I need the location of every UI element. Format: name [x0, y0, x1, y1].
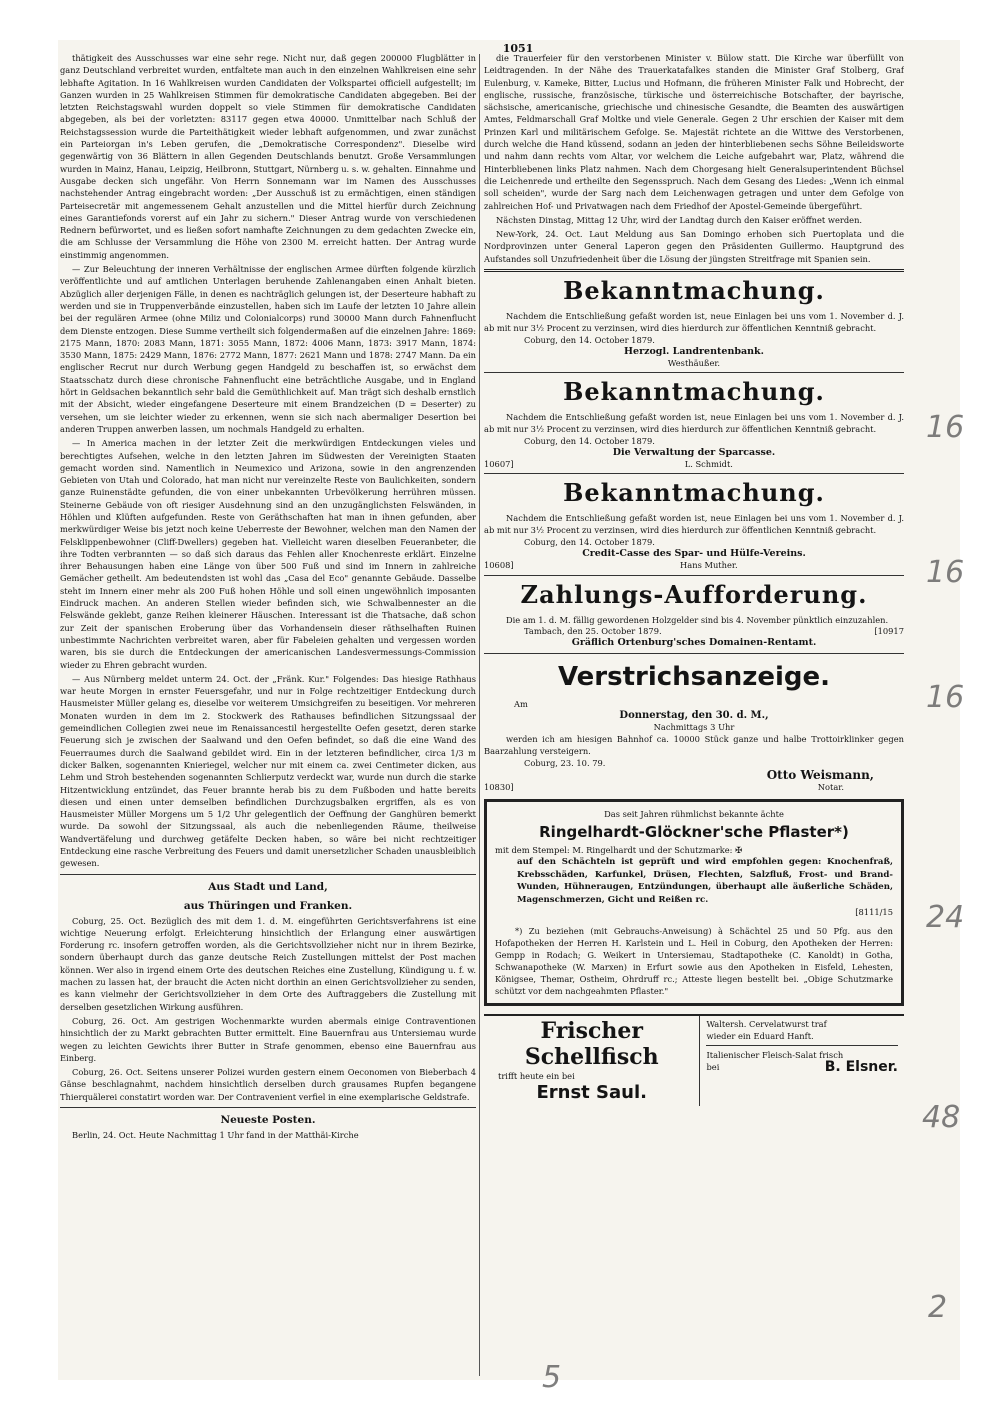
- ad-body: Die am 1. d. M. fällig gewordenen Holzgelder sind bis 4. November pünktlich einzuzahlen.: [506, 615, 889, 626]
- ad-footer: [484, 560, 904, 571]
- ad-footer: [484, 459, 904, 470]
- ad-note: *) Zu beziehen (mit Gebrauchs-Anweisung) à Schächtel 25 und 50 Pfg. aus den Hofapotheken der Herren H. Karlstein und L. Heil in Coburg, den Apotheken der Herren: Gempp in Rodach; G. Weikert in Untersiemau, Stadtapotheke (C. Kanoldt) in Gotha, Schwanapotheke (W. Marxen) in Erfurt sowie aus den Apotheken in Eisfeld, Lehesten, Königsee, Themar, Ostheim, Ohrdruff rc.; Atteste liegen bestellt bei. „Obige Schutzmarke schützt vor dem nachgeahmten Pflaster.": [495, 925, 893, 996]
- local-news-paragraph: Coburg, 26. Oct. Am gestrigen Wochenmarkte wurden abermals einige Contraventionen hinsichtlich der zu Markt gebrachten Butter ermittelt. Eine Bauernfrau aus Untersiemau wurde wegen zu leichten Gewichts ihrer Butter in Strafe genommen, ebenso eine Bauernfrau aus Einberg.: [60, 1015, 476, 1063]
- ad-signature: Die Verwaltung der Sparcasse.: [612, 447, 776, 459]
- ad-signature: Otto Weismann,: [766, 768, 874, 783]
- right-column: [484, 52, 904, 1378]
- ad-time: Nachmittags 3 Uhr: [653, 722, 735, 733]
- ad-date: Coburg, den 14. October 1879.: [524, 537, 655, 548]
- news-paragraph: Berlin, 24. Oct. Heute Nachmittag 1 Uhr fand in der Matthäi-Kirche: [72, 1130, 359, 1141]
- section-subtitle: aus Thüringen und Franken.: [183, 899, 353, 912]
- ad-divider: [484, 575, 904, 576]
- ad-text: Italienischer Fleisch-Salat frisch: [706, 1049, 844, 1060]
- ad-footer: bei B. Elsner.: [706, 1058, 898, 1075]
- ad-divider: [484, 473, 904, 474]
- handwritten-mark: 16: [926, 680, 965, 715]
- handwritten-mark: 5: [542, 1360, 562, 1395]
- announcement-ad: [484, 276, 904, 369]
- news-title: Neueste Posten.: [220, 1114, 316, 1127]
- ad-title: Bekanntmachung.: [563, 377, 825, 407]
- ad-date: Coburg, den 14. October 1879.: [524, 436, 655, 447]
- ad-title: Bekanntmachung.: [563, 478, 825, 508]
- ad-number: 10607]: [484, 459, 514, 470]
- local-news-paragraph: Coburg, 25. Oct. Bezüglich des mit dem 1. d. M. eingeführten Gerichtsverfahrens ist eine wichtige Neuerung erfolgt. Erleichterung hinsichtlich der Erlangung einer auswärtigen Forderung rc. insofern getroffen worden, als die Gerichtsvollzieher nicht nur in ihrem Bezirke, sondern überhaupt durch das ganze deutsche Reich Zustellungen mittelst der Post machen können. Wer also in irgend einem Orte des deutschen Reiches eine Zustellung, Kündigung u. f. w. machen zu lassen hat, der braucht die Acten nicht dorthin an einen Gerichtsvollzieher zu senden, es kann vielmehr der Gerichtsvollzieher in dem Orte des Auftraggebers die Zustellung mit derselben gesetzlichen Wirkung ausführen.: [60, 915, 476, 1012]
- ad-body: Nachdem die Entschließung gefaßt worden ist, neue Einlagen bei uns vom 1. November d. J. ab mit nur 3½ Procent zu verzinsen, wird dies hierdurch zur öffentlichen Kenntniß gebracht.: [484, 311, 904, 334]
- ad-body: auf den Schächteln ist geprüft und wird empfohlen gegen: Knochenfraß, Krebsschäden, Karfunkel, Drüsen, Flechten, Salzfluß, Frost- und Brand-Wunden, Hühneraugen, Entzündungen, überhaupt alle äußerliche Schäden, Magenschmerzen, Gicht und Reißen rc.: [517, 856, 893, 905]
- ad-date: Tambach, den 25. October 1879.: [524, 626, 662, 637]
- ad-number: [10917: [874, 626, 904, 637]
- auction-ad: [484, 660, 904, 793]
- handwritten-mark: 16: [926, 555, 965, 590]
- ad-signature: B. Elsner.: [824, 1058, 898, 1075]
- ad-signatory: Westhäußer.: [667, 358, 721, 369]
- ad-signature: Credit-Casse des Spar- und Hülfe-Vereins.: [582, 548, 806, 560]
- ad-divider: [484, 653, 904, 654]
- bottom-ads: [484, 1014, 904, 1106]
- article-paragraph: die Trauerfeier für den verstorbenen Minister v. Bülow statt. Die Kirche war überfüllt von Leidtragenden. In der Nähe des Trauerkatafalkes standen die Minister Graf Stolberg, Graf Eulenburg, v. Kameke, Bitter, Lucius und Hofmann, die früheren Minister Falk und Hobrecht, der englische, russische, französische, türkische und österreichische Botschafter, der bayrische, sächsische, americanische, griechische und chinesische Gesandte, die Beamten des auswärtigen Amtes, Feldmarschall Graf Moltke und viele Generale. Gegen 2 Uhr erschien der Kaiser mit dem Prinzen Karl und militärischem Gefolge. Se. Majestät richtete an die Wittwe des Verstorbenen, durch welche die Hand küssend, sodann an jeden der hinterbliebenen sechs Söhne Beileidsworte und nahm dann rechts vom Altar, vor welchem die Leiche aufgebahrt war, Platz, während die Hinterbliebenen links Platz nahmen. Nach dem Chorgesang hielt Generalsuperintendent Büchsel die Leichenrede und ertheilte den Segensspruch. Nach dem Gesang des Liedes: „Wenn ich einmal soll scheiden", wurde der Sarg nach dem Leichenwagen getragen und unter dem Gefolge von zahlreichen Hof- und Privatwagen nach dem Friedhof der Apostel-Gemeinde übergeführt.: [484, 53, 904, 211]
- ad-number: [8111/15: [855, 907, 893, 918]
- section-divider: [60, 874, 476, 875]
- ad-signature: Gräflich Ortenburg'sches Domainen-Rentamt.: [571, 637, 817, 649]
- ad-title: Ringelhardt-Glöckner'sche Pflaster*): [539, 822, 849, 841]
- ad-body: werden ich am hiesigen Bahnhof ca. 10000 Stück ganze und halbe Trottoirklinker gegen Baarzahlung versteigern.: [484, 734, 904, 757]
- ad-signature: Ernst Saul.: [536, 1081, 647, 1103]
- ad-text: wieder ein Eduard Hanft.: [706, 1030, 814, 1041]
- section-title: Aus Stadt und Land,: [208, 880, 328, 893]
- ad-date: Coburg, 23. 10. 79.: [524, 758, 606, 769]
- article-paragraph: — Zur Beleuchtung der inneren Verhältnisse der englischen Armee dürften folgende kürzlich veröffentlichte und auf amtlichen Unterlagen beruhende Zahlenangaben einen Anhalt bieten. Abzüglich aller derjenigen Fälle, in denen es nachträglich gelungen ist, der Deserteure habhaft zu werden und sie in Truppenverbände einzustellen, haben sich im Laufe der letzten 10 Jahre allein bei der regulären Armee (ohne Miliz und Colonialcorps) rund 30000 Mann durch Fahnenflucht dem Dienste entzogen. Diese Summe vertheilt sich folgendermaßen auf die einzelnen Jahre: 1869: 2175 Mann, 1870: 2083 Mann, 1871: 3055 Mann, 1872: 4006 Mann, 1873: 3917 Mann, 1874: 3530 Mann, 1875: 2429 Mann, 1876: 2772 Mann, 1877: 2621 Mann und 1878: 2747 Mann. Da ein englischer Recrut nur durch Werbung gegen Handgeld zu beschaffen ist, so erwächst dem Staatsschatz durch diese chronische Fahnenflucht eine beträchtliche Ausgabe, und in England hört in Geldsachen bekanntlich sehr bald die Gemüthlichkeit auf. Man trägt sich deshalb ernstlich mit der Absicht, wieder eingefangene Deserteure mit einem Brandzeichen (D = Deserter) zu versehen, um sie leichter wieder zu erkennen, wenn sie sich nach abermaliger Desertion bei anderen Truppen anwerben lassen, um nochmals Handgeld zu erhalten.: [60, 264, 476, 434]
- ad-title: Verstrichsanzeige.: [557, 662, 831, 693]
- handwritten-mark: 48: [922, 1100, 961, 1135]
- article-paragraph: thätigkeit des Ausschusses war eine sehr rege. Nicht nur, daß gegen 200000 Flugblätter in ganz Deutschland verbreitet wurden, entfaltete man auch in den einzelnen Wahlkreisen eine sehr lebhafte Agitation. In 16 Wahlkreisen wurden Candidaten der Volkspartei officiell aufgestellt; im Ganzen wurden in 25 Wahlkreisen Stimmen für demokratische Candidaten abgegeben. Bei der letzten Reichstagswahl wurden doppelt so viele Stimmen für demokratische Candidaten abgegeben, als bei der vorletzten: 83117 gegen etwa 40000. Unmittelbar nach Schluß der Reichstagssession wurde die Parteithätigkeit wieder lebhaft aufgenommen, und zwar zunächst ein Parteiorgan in's Leben gerufen, die „Demokratische Correspondenz". Dieselbe wird gegenwärtig von 36 Blättern in allen Gegenden Deutschlands benutzt. Große Versammlungen wurden in Mainz, Hanau, Leipzig, Heilbronn, Stuttgart, Nürnberg u. s. w. gehalten. Einnahme und Ausgabe decken sich ungefähr. Von Herrn Sonnemann war im Namen des Ausschusses nachstehender Antrag eingebracht worden: „Der Ausschuß ist zu ermächtigen, einen ständigen Parteisecretär mit angemessenem Gehalt anzustellen und die Mittel hierfür durch Zeichnung eines Garantiefonds vorerst auf ein Jahr zu sichern." Dieser Antrag wurde von verschiedenen Rednern befürwortet, und es ließen sofort namhafte Zeichnungen zu dem gedachten Zwecke ein, die am Schlusse der Versammlung die Höhe von 2300 M. erreicht hatten. Der Antrag wurde einstimmig angenommen.: [60, 53, 476, 260]
- trademark-icon: ✠: [735, 844, 743, 855]
- ad-body: Nachdem die Entschließung gefaßt worden ist, neue Einlagen bei uns vom 1. November d. J. ab mit nur 3½ Procent zu verzinsen, wird dies hierdurch zur öffentlichen Kenntniß gebracht.: [484, 513, 904, 536]
- ad-signature: Herzogl. Landrentenbank.: [624, 346, 764, 358]
- ad-title: Bekanntmachung.: [563, 276, 825, 306]
- ad-text: Am: [514, 699, 528, 710]
- pflaster-ad: [484, 799, 904, 1006]
- handwritten-mark: 2: [928, 1290, 948, 1325]
- newspaper-page: [58, 40, 965, 1395]
- article-paragraph: — Aus Nürnberg meldet unterm 24. Oct. der „Fränk. Kur." Folgendes: Das hiesige Rathhaus war heute Morgen in ernster Feuersgefahr, und nur in Folge rechtzeitiger Entdeckung durch Hausmeister Müller gelang es, dieselbe vor weiterem Umsichgreifen zu beseitigen. Vor mehreren Monaten wurden in dem im 2. Stockwerk des Rathauses befindlichen Sitzungssaal der gemeindlichen Collegien zwei neue im Renaissancestil hergestellte Oefen gesetzt, deren starke Feuerung sich je zwischen der Saalwand und den Oefen befindet, so daß die eine Wand des Feuerraumes durch die Saalwand gebildet wird. Ein in der letzteren befindlicher, circa 1/3 m dicker Balken, sogenannten Knieriegel, welcher nur mit einem ca. zwei Centimeter dicken, aus Lehm und Stroh bestehenden sogenannten Schlierputz verdeckt war, wurde nun durch die starke Hitzentwicklung entzündet, das Feuer brannte herab bis zu dem Fußboden und hatte bereits diesen und einen unter demselben befindlichen Durchzugsbalken ergriffen, als es von Hausmeister Müller Morgens um 5 1/2 Uhr gelegentlich der Oeffnung der Ganghüren bemerkt wurde. Da sowohl der Sitzungssaal, als auch die nebenliegenden Räume, theilweise Wandvertäfelung und durchweg getäfelte Decken haben, so wäre bei nicht rechtzeitiger Entdeckung eine rasche Verbreitung des Feuers und damit unersetzlicher Schaden unausbleiblich gewesen.: [60, 673, 476, 869]
- ad-divider: [484, 269, 904, 272]
- ad-signatory: Notar.: [817, 781, 844, 792]
- sausage-ad: [700, 1016, 904, 1106]
- left-column: [60, 52, 476, 1378]
- ad-text: mit dem Stempel: M. Ringelhardt und der Schutzmarke: ✠: [495, 844, 743, 855]
- ad-divider: [484, 372, 904, 373]
- ad-title: Frischer Schellfisch: [524, 1017, 659, 1070]
- ad-when: Donnerstag, den 30. d. M.,: [619, 710, 769, 722]
- ad-signatory: Hans Muther.: [680, 560, 738, 571]
- ad-footer: [484, 782, 904, 793]
- ad-text: Waltersh. Cervelatwurst traf: [706, 1018, 827, 1029]
- column-rule: [479, 54, 480, 1376]
- page-number: 1051: [502, 42, 534, 55]
- ad-divider: [706, 1045, 898, 1046]
- article-paragraph: New-York, 24. Oct. Laut Meldung aus San Domingo erhoben sich Puertoplata und die Nordprovinzen unter General Laperon gegen den Präsidenten Guillermo. Hauptgrund des Aufstandes soll Unzufriedenheit über die Lösung der jüngsten Streitfrage mit Spanien sein.: [484, 229, 904, 264]
- section-divider: [60, 1107, 476, 1108]
- announcement-ad: [484, 377, 904, 470]
- handwritten-mark: 16: [926, 410, 965, 445]
- handwritten-mark: 24: [926, 900, 965, 935]
- ad-text: Das seit Jahren rühmlichst bekannte ächte: [604, 808, 784, 819]
- ad-number: 10830]: [484, 781, 514, 792]
- ad-text: trifft heute ein bei: [498, 1070, 575, 1081]
- ad-title: Zahlungs-Aufforderung.: [520, 580, 868, 610]
- ad-body: Nachdem die Entschließung gefaßt worden ist, neue Einlagen bei uns vom 1. November d. J. ab mit nur 3½ Procent zu verzinsen, wird dies hierdurch zur öffentlichen Kenntniß gebracht.: [484, 412, 904, 435]
- fish-ad: [484, 1016, 700, 1106]
- ad-date: Coburg, den 14. October 1879.: [524, 335, 655, 346]
- article-paragraph: — In America machen in der letzter Zeit die merkwürdigen Entdeckungen vieles und berechtigtes Aufsehen, welche in den letzten Jahren im Südwesten der Vereinigten Staaten gemacht worden sind. Namentlich in Neumexico und Arizona, sowie in den angrenzenden Gebieten von Utah und Colorado, hat man nicht nur vereinzelte Reste von Baulichkeiten, sondern ganze Ruinenstädte gefunden, die von einer unbekannten Urbevölkerung herrühren müssen. Steinerne Gebäude von oft riesiger Ausdehnung sind an den unzugänglichsten Felswänden, in Höhlen und Klüften aufgefunden. Reste von Geräthschaften hat man in ihnen gefunden, aber merkwürdiger Weise bis jetzt noch keine Ueberreste der Bewohner, welchen man den Namen der Felsklippenbewohner (Cliff-Dwellers) gegeben hat. Vielleicht waren dieselben Feueranbeter, die ihre Todten verbrannten — so daß sich daraus das Fehlen aller Knochenreste erklärt. Einzelne ihrer Behausungen haben eine Länge von über 500 Fuß und sind im Innern in zahlreiche Gemächer getheilt. Am bedeutendsten ist wohl das „Casa del Eco" genannte Gebäude. Dasselbe steht im Innern einer mehr als 200 Fuß hohen Höhle und soll einen ungewöhnlich imposanten Eindruck machen. An anderen Stellen wieder befinden sich, wie Schwalbennester an die Felswände geklebt, ganze Reihen kleinerer Häuschen. Interessant ist die Thatsache, daß schon zur Zeit der spanischen Eroberung über das Vorhandensein dieser räthselhaften Ruinen unbestimmte Nachrichten verbreitet waren, aber für Fabeleien gehalten und vergessen worden waren, bis sie durch die Entdeckungen der americanischen Landesvermessungs-Commission wieder zu Ehren gebracht wurden.: [60, 438, 476, 670]
- announcement-ad: [484, 478, 904, 571]
- ad-number: 10608]: [484, 560, 514, 571]
- ad-signatory: L. Schmidt.: [684, 459, 733, 470]
- payment-request-ad: [484, 580, 904, 649]
- article-paragraph: Nächsten Dinstag, Mittag 12 Uhr, wird der Landtag durch den Kaiser eröffnet werden.: [496, 214, 863, 225]
- ad-footer: [484, 626, 904, 637]
- local-news-paragraph: Coburg, 26. Oct. Seitens unserer Polizei wurden gestern einem Oeconomen von Bieberbach 4 Gänse beschlagnahmt, nachdem hinsichtlich derselben durch grausames Rupfen begangene Thierquälerei constatirt worden war. Der Contravenient verfiel in eine exemplarische Geldstrafe.: [60, 1067, 476, 1102]
